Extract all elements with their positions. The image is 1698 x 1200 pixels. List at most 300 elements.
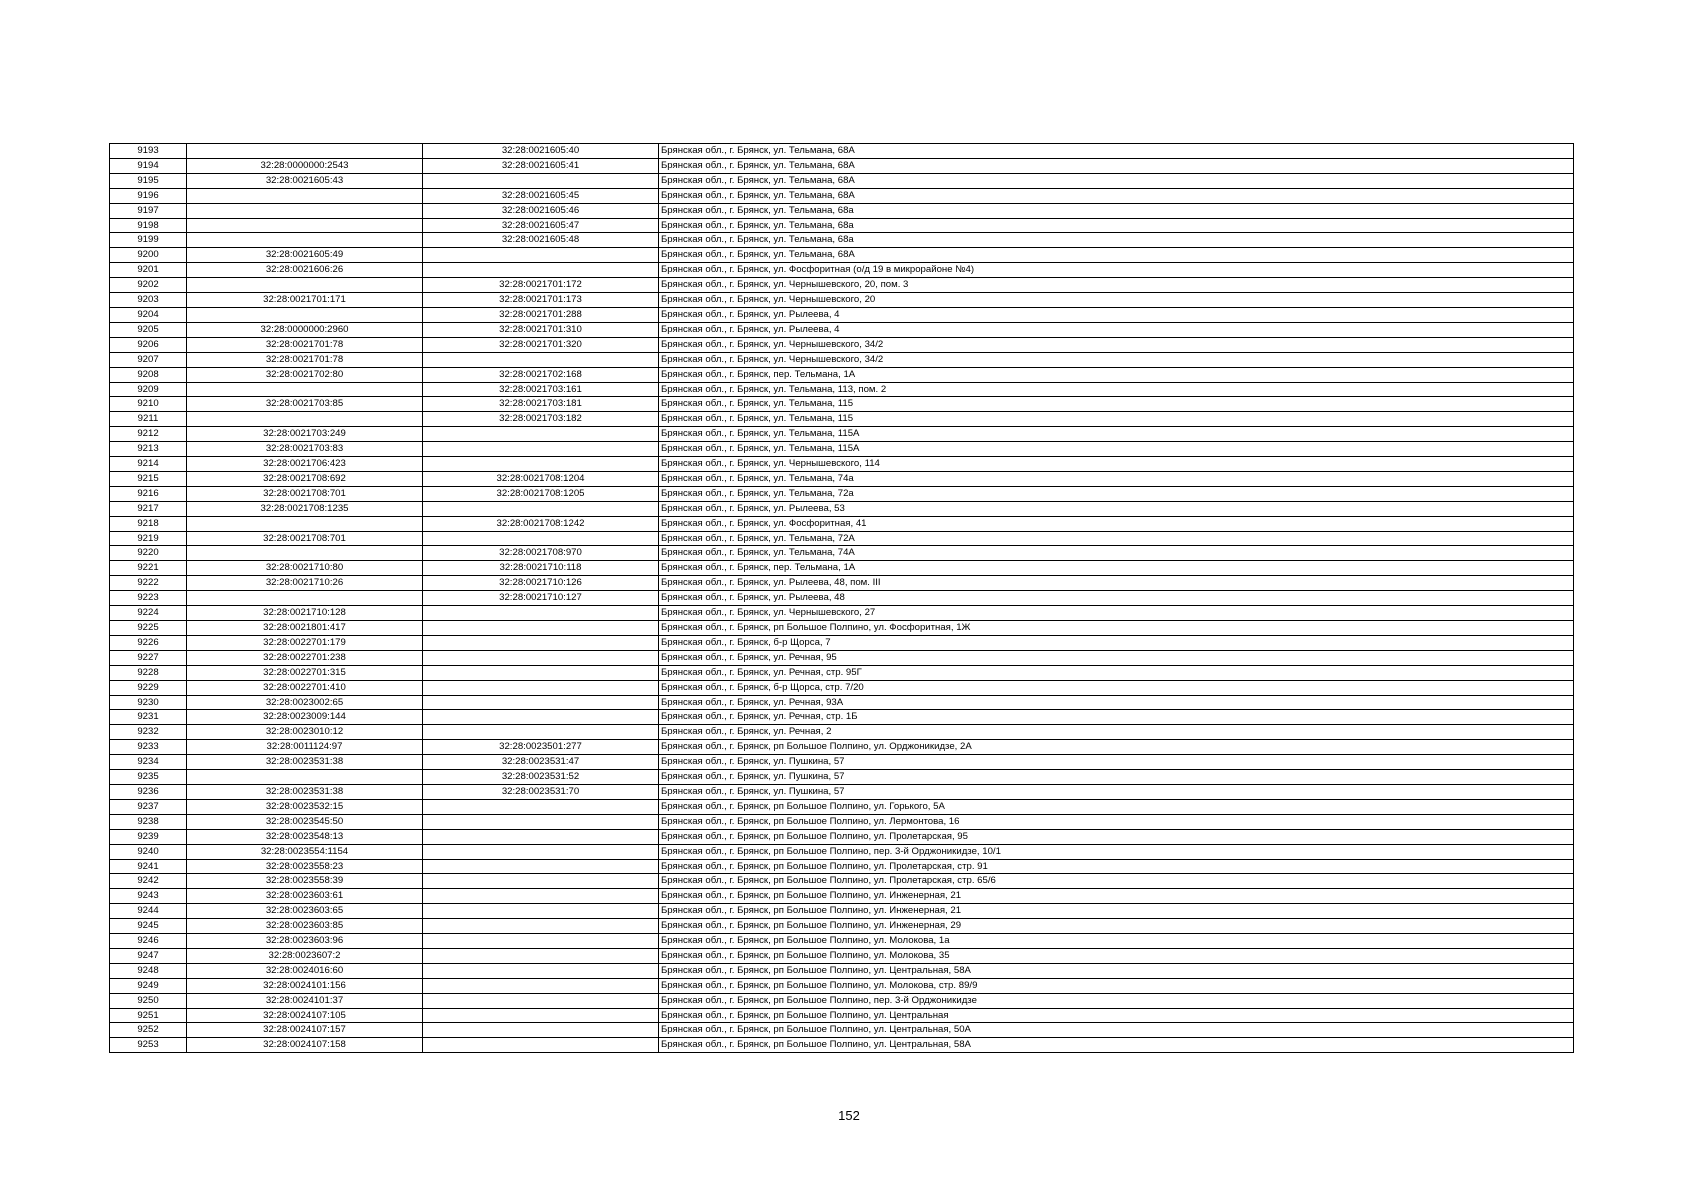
premises-cadastral-number-cell: 32:28:0021701:288 bbox=[423, 307, 659, 322]
cadastral-number-cell: 32:28:0023554:1154 bbox=[187, 844, 423, 859]
address-cell: Брянская обл., г. Брянск, б-р Щорса, стр. 7/20 bbox=[659, 680, 1574, 695]
cadastral-number-cell: 32:28:0023545:50 bbox=[187, 814, 423, 829]
row-number-cell: 9239 bbox=[110, 829, 187, 844]
address-cell: Брянская обл., г. Брянск, ул. Тельмана, 74А bbox=[659, 546, 1574, 561]
premises-cadastral-number-cell bbox=[423, 799, 659, 814]
premises-cadastral-number-cell: 32:28:0023531:52 bbox=[423, 770, 659, 785]
premises-cadastral-number-cell bbox=[423, 173, 659, 188]
cadastral-number-cell: 32:28:0021706:423 bbox=[187, 457, 423, 472]
cadastral-number-cell: 32:28:0023558:39 bbox=[187, 874, 423, 889]
row-number-cell: 9242 bbox=[110, 874, 187, 889]
row-number-cell: 9245 bbox=[110, 919, 187, 934]
cadastral-number-cell: 32:28:0021801:417 bbox=[187, 621, 423, 636]
cadastral-number-cell: 32:28:0021710:80 bbox=[187, 561, 423, 576]
row-number-cell: 9203 bbox=[110, 293, 187, 308]
table-row bbox=[110, 158, 1574, 173]
row-number-cell: 9210 bbox=[110, 397, 187, 412]
row-number-cell: 9240 bbox=[110, 844, 187, 859]
table-row bbox=[110, 680, 1574, 695]
address-cell: Брянская обл., г. Брянск, ул. Рылеева, 53 bbox=[659, 501, 1574, 516]
row-number-cell: 9238 bbox=[110, 814, 187, 829]
cadastral-number-cell: 32:28:0011124:97 bbox=[187, 740, 423, 755]
premises-cadastral-number-cell bbox=[423, 993, 659, 1008]
table-row bbox=[110, 322, 1574, 337]
table-row bbox=[110, 501, 1574, 516]
table-row bbox=[110, 144, 1574, 159]
premises-cadastral-number-cell bbox=[423, 889, 659, 904]
table-row bbox=[110, 427, 1574, 442]
address-cell: Брянская обл., г. Брянск, рп Большое Полпино, ул. Молокова, 1а bbox=[659, 934, 1574, 949]
address-cell: Брянская обл., г. Брянск, ул. Речная, 2 bbox=[659, 725, 1574, 740]
table-row bbox=[110, 755, 1574, 770]
premises-cadastral-number-cell bbox=[423, 948, 659, 963]
cadastral-number-cell: 32:28:0022701:179 bbox=[187, 635, 423, 650]
address-cell: Брянская обл., г. Брянск, рп Большое Полпино, ул. Пролетарская, стр. 65/6 bbox=[659, 874, 1574, 889]
table-row bbox=[110, 412, 1574, 427]
cadastral-number-cell: 32:28:0021606:26 bbox=[187, 263, 423, 278]
premises-cadastral-number-cell bbox=[423, 725, 659, 740]
cadastral-number-cell bbox=[187, 546, 423, 561]
table-row bbox=[110, 844, 1574, 859]
table-row bbox=[110, 173, 1574, 188]
row-number-cell: 9224 bbox=[110, 606, 187, 621]
address-cell: Брянская обл., г. Брянск, рп Большое Полпино, ул. Фосфоритная, 1Ж bbox=[659, 621, 1574, 636]
cadastral-number-cell: 32:28:0023531:38 bbox=[187, 784, 423, 799]
table-row bbox=[110, 591, 1574, 606]
premises-cadastral-number-cell: 32:28:0021710:118 bbox=[423, 561, 659, 576]
address-cell: Брянская обл., г. Брянск, ул. Фосфоритная, 41 bbox=[659, 516, 1574, 531]
premises-cadastral-number-cell bbox=[423, 531, 659, 546]
address-cell: Брянская обл., г. Брянск, ул. Тельмана, 68А bbox=[659, 248, 1574, 263]
table-row bbox=[110, 919, 1574, 934]
table-row bbox=[110, 546, 1574, 561]
address-cell: Брянская обл., г. Брянск, ул. Тельмана, 72А bbox=[659, 531, 1574, 546]
address-cell: Брянская обл., г. Брянск, ул. Речная, 93А bbox=[659, 695, 1574, 710]
address-cell: Брянская обл., г. Брянск, ул. Рылеева, 48, пом. III bbox=[659, 576, 1574, 591]
table-row bbox=[110, 293, 1574, 308]
row-number-cell: 9216 bbox=[110, 486, 187, 501]
address-cell: Брянская обл., г. Брянск, ул. Пушкина, 57 bbox=[659, 755, 1574, 770]
table-row bbox=[110, 784, 1574, 799]
address-cell: Брянская обл., г. Брянск, ул. Тельмана, 115А bbox=[659, 442, 1574, 457]
row-number-cell: 9217 bbox=[110, 501, 187, 516]
cadastral-number-cell: 32:28:0023548:13 bbox=[187, 829, 423, 844]
cadastral-number-cell: 32:28:0021605:49 bbox=[187, 248, 423, 263]
table-row bbox=[110, 889, 1574, 904]
address-cell: Брянская обл., г. Брянск, ул. Тельмана, 68а bbox=[659, 203, 1574, 218]
row-number-cell: 9236 bbox=[110, 784, 187, 799]
table-row bbox=[110, 382, 1574, 397]
address-cell: Брянская обл., г. Брянск, ул. Чернышевского, 34/2 bbox=[659, 337, 1574, 352]
row-number-cell: 9219 bbox=[110, 531, 187, 546]
premises-cadastral-number-cell: 32:28:0021605:47 bbox=[423, 218, 659, 233]
table-row bbox=[110, 635, 1574, 650]
table-row bbox=[110, 367, 1574, 382]
cadastral-number-cell bbox=[187, 307, 423, 322]
cadastral-number-cell: 32:28:0021708:701 bbox=[187, 486, 423, 501]
row-number-cell: 9248 bbox=[110, 963, 187, 978]
cadastral-number-cell: 32:28:0023603:65 bbox=[187, 904, 423, 919]
premises-cadastral-number-cell bbox=[423, 859, 659, 874]
row-number-cell: 9198 bbox=[110, 218, 187, 233]
row-number-cell: 9253 bbox=[110, 1038, 187, 1053]
cadastral-number-cell: 32:28:0024107:105 bbox=[187, 1008, 423, 1023]
row-number-cell: 9221 bbox=[110, 561, 187, 576]
row-number-cell: 9197 bbox=[110, 203, 187, 218]
premises-cadastral-number-cell: 32:28:0021708:1242 bbox=[423, 516, 659, 531]
row-number-cell: 9226 bbox=[110, 635, 187, 650]
cadastral-number-cell bbox=[187, 412, 423, 427]
table-row bbox=[110, 248, 1574, 263]
cadastral-number-cell bbox=[187, 218, 423, 233]
address-cell: Брянская обл., г. Брянск, ул. Пушкина, 57 bbox=[659, 784, 1574, 799]
table-row bbox=[110, 561, 1574, 576]
cadastral-number-cell: 32:28:0024107:158 bbox=[187, 1038, 423, 1053]
registry-table-body bbox=[110, 144, 1574, 1053]
table-row bbox=[110, 606, 1574, 621]
row-number-cell: 9225 bbox=[110, 621, 187, 636]
row-number-cell: 9207 bbox=[110, 352, 187, 367]
row-number-cell: 9252 bbox=[110, 1023, 187, 1038]
cadastral-number-cell: 32:28:0021710:128 bbox=[187, 606, 423, 621]
table-row bbox=[110, 352, 1574, 367]
address-cell: Брянская обл., г. Брянск, ул. Речная, стр. 95Г bbox=[659, 665, 1574, 680]
table-row bbox=[110, 576, 1574, 591]
row-number-cell: 9249 bbox=[110, 978, 187, 993]
cadastral-number-cell bbox=[187, 278, 423, 293]
premises-cadastral-number-cell bbox=[423, 501, 659, 516]
cadastral-number-cell: 32:28:0023532:15 bbox=[187, 799, 423, 814]
premises-cadastral-number-cell: 32:28:0021708:970 bbox=[423, 546, 659, 561]
premises-cadastral-number-cell: 32:28:0021701:172 bbox=[423, 278, 659, 293]
row-number-cell: 9194 bbox=[110, 158, 187, 173]
address-cell: Брянская обл., г. Брянск, ул. Тельмана, 115 bbox=[659, 412, 1574, 427]
row-number-cell: 9231 bbox=[110, 710, 187, 725]
cadastral-number-cell: 32:28:0000000:2960 bbox=[187, 322, 423, 337]
cadastral-number-cell: 32:28:0021703:249 bbox=[187, 427, 423, 442]
premises-cadastral-number-cell bbox=[423, 710, 659, 725]
cadastral-number-cell: 32:28:0022701:238 bbox=[187, 650, 423, 665]
premises-cadastral-number-cell bbox=[423, 248, 659, 263]
premises-cadastral-number-cell bbox=[423, 934, 659, 949]
cadastral-number-cell bbox=[187, 382, 423, 397]
row-number-cell: 9199 bbox=[110, 233, 187, 248]
row-number-cell: 9251 bbox=[110, 1008, 187, 1023]
premises-cadastral-number-cell: 32:28:0021605:40 bbox=[423, 144, 659, 159]
table-row bbox=[110, 665, 1574, 680]
table-row bbox=[110, 457, 1574, 472]
address-cell: Брянская обл., г. Брянск, ул. Пушкина, 57 bbox=[659, 770, 1574, 785]
table-row bbox=[110, 904, 1574, 919]
table-row bbox=[110, 978, 1574, 993]
address-cell: Брянская обл., г. Брянск, ул. Рылеева, 4 bbox=[659, 322, 1574, 337]
address-cell: Брянская обл., г. Брянск, рп Большое Полпино, ул. Инженерная, 29 bbox=[659, 919, 1574, 934]
address-cell: Брянская обл., г. Брянск, ул. Чернышевского, 27 bbox=[659, 606, 1574, 621]
cadastral-number-cell bbox=[187, 591, 423, 606]
cadastral-number-cell: 32:28:0023603:96 bbox=[187, 934, 423, 949]
row-number-cell: 9204 bbox=[110, 307, 187, 322]
table-row bbox=[110, 397, 1574, 412]
table-row bbox=[110, 859, 1574, 874]
premises-cadastral-number-cell bbox=[423, 680, 659, 695]
address-cell: Брянская обл., г. Брянск, ул. Фосфоритная (о/д 19 в микрорайоне №4) bbox=[659, 263, 1574, 278]
cadastral-number-cell: 32:28:0024016:60 bbox=[187, 963, 423, 978]
address-cell: Брянская обл., г. Брянск, ул. Чернышевского, 20, пом. 3 bbox=[659, 278, 1574, 293]
address-cell: Брянская обл., г. Брянск, пер. Тельмана, 1А bbox=[659, 367, 1574, 382]
table-row bbox=[110, 307, 1574, 322]
table-row bbox=[110, 948, 1574, 963]
cadastral-number-cell: 32:28:0000000:2543 bbox=[187, 158, 423, 173]
premises-cadastral-number-cell: 32:28:0021702:168 bbox=[423, 367, 659, 382]
table-row bbox=[110, 710, 1574, 725]
address-cell: Брянская обл., г. Брянск, ул. Рылеева, 4 bbox=[659, 307, 1574, 322]
address-cell: Брянская обл., г. Брянск, рп Большое Полпино, ул. Инженерная, 21 bbox=[659, 904, 1574, 919]
cadastral-number-cell: 32:28:0021708:1235 bbox=[187, 501, 423, 516]
premises-cadastral-number-cell: 32:28:0021605:41 bbox=[423, 158, 659, 173]
address-cell: Брянская обл., г. Брянск, пер. Тельмана, 1А bbox=[659, 561, 1574, 576]
row-number-cell: 9202 bbox=[110, 278, 187, 293]
row-number-cell: 9212 bbox=[110, 427, 187, 442]
cadastral-number-cell bbox=[187, 188, 423, 203]
table-row bbox=[110, 725, 1574, 740]
address-cell: Брянская обл., г. Брянск, рп Большое Полпино, ул. Центральная bbox=[659, 1008, 1574, 1023]
premises-cadastral-number-cell bbox=[423, 874, 659, 889]
row-number-cell: 9209 bbox=[110, 382, 187, 397]
table-row bbox=[110, 486, 1574, 501]
row-number-cell: 9232 bbox=[110, 725, 187, 740]
address-cell: Брянская обл., г. Брянск, рп Большое Полпино, ул. Горького, 5А bbox=[659, 799, 1574, 814]
cadastral-number-cell bbox=[187, 144, 423, 159]
cadastral-number-cell: 32:28:0024101:156 bbox=[187, 978, 423, 993]
table-row bbox=[110, 263, 1574, 278]
table-row bbox=[110, 740, 1574, 755]
row-number-cell: 9227 bbox=[110, 650, 187, 665]
cadastral-number-cell: 32:28:0022701:410 bbox=[187, 680, 423, 695]
row-number-cell: 9206 bbox=[110, 337, 187, 352]
table-row bbox=[110, 337, 1574, 352]
row-number-cell: 9222 bbox=[110, 576, 187, 591]
premises-cadastral-number-cell bbox=[423, 665, 659, 680]
table-row bbox=[110, 621, 1574, 636]
address-cell: Брянская обл., г. Брянск, рп Большое Полпино, ул. Орджоникидзе, 2А bbox=[659, 740, 1574, 755]
premises-cadastral-number-cell: 32:28:0021710:126 bbox=[423, 576, 659, 591]
row-number-cell: 9229 bbox=[110, 680, 187, 695]
cadastral-number-cell: 32:28:0021702:80 bbox=[187, 367, 423, 382]
premises-cadastral-number-cell bbox=[423, 904, 659, 919]
premises-cadastral-number-cell: 32:28:0021703:161 bbox=[423, 382, 659, 397]
address-cell: Брянская обл., г. Брянск, ул. Речная, 95 bbox=[659, 650, 1574, 665]
premises-cadastral-number-cell bbox=[423, 1038, 659, 1053]
row-number-cell: 9195 bbox=[110, 173, 187, 188]
cadastral-number-cell: 32:28:0023010:12 bbox=[187, 725, 423, 740]
table-row bbox=[110, 770, 1574, 785]
registry-table bbox=[109, 143, 1574, 1053]
table-row bbox=[110, 203, 1574, 218]
row-number-cell: 9193 bbox=[110, 144, 187, 159]
premises-cadastral-number-cell bbox=[423, 978, 659, 993]
table-row bbox=[110, 531, 1574, 546]
address-cell: Брянская обл., г. Брянск, ул. Чернышевского, 114 bbox=[659, 457, 1574, 472]
row-number-cell: 9235 bbox=[110, 770, 187, 785]
cadastral-number-cell: 32:28:0023603:61 bbox=[187, 889, 423, 904]
table-row bbox=[110, 695, 1574, 710]
row-number-cell: 9228 bbox=[110, 665, 187, 680]
row-number-cell: 9243 bbox=[110, 889, 187, 904]
row-number-cell: 9244 bbox=[110, 904, 187, 919]
premises-cadastral-number-cell bbox=[423, 352, 659, 367]
premises-cadastral-number-cell bbox=[423, 621, 659, 636]
row-number-cell: 9250 bbox=[110, 993, 187, 1008]
table-row bbox=[110, 814, 1574, 829]
table-row bbox=[110, 278, 1574, 293]
premises-cadastral-number-cell: 32:28:0021703:181 bbox=[423, 397, 659, 412]
row-number-cell: 9200 bbox=[110, 248, 187, 263]
premises-cadastral-number-cell bbox=[423, 427, 659, 442]
address-cell: Брянская обл., г. Брянск, ул. Тельмана, 115 bbox=[659, 397, 1574, 412]
address-cell: Брянская обл., г. Брянск, рп Большое Полпино, ул. Инженерная, 21 bbox=[659, 889, 1574, 904]
table-row bbox=[110, 963, 1574, 978]
cadastral-number-cell: 32:28:0023558:23 bbox=[187, 859, 423, 874]
cadastral-number-cell: 32:28:0021708:692 bbox=[187, 471, 423, 486]
premises-cadastral-number-cell bbox=[423, 829, 659, 844]
premises-cadastral-number-cell bbox=[423, 919, 659, 934]
address-cell: Брянская обл., г. Брянск, рп Большое Полпино, ул. Пролетарская, стр. 91 bbox=[659, 859, 1574, 874]
cadastral-number-cell: 32:28:0023603:85 bbox=[187, 919, 423, 934]
address-cell: Брянская обл., г. Брянск, ул. Тельмана, 68А bbox=[659, 144, 1574, 159]
cadastral-number-cell: 32:28:0021710:26 bbox=[187, 576, 423, 591]
row-number-cell: 9223 bbox=[110, 591, 187, 606]
address-cell: Брянская обл., г. Брянск, ул. Тельмана, 68а bbox=[659, 233, 1574, 248]
premises-cadastral-number-cell bbox=[423, 606, 659, 621]
premises-cadastral-number-cell: 32:28:0021703:182 bbox=[423, 412, 659, 427]
premises-cadastral-number-cell: 32:28:0021701:320 bbox=[423, 337, 659, 352]
address-cell: Брянская обл., г. Брянск, ул. Тельмана, 68А bbox=[659, 173, 1574, 188]
table-row bbox=[110, 1023, 1574, 1038]
row-number-cell: 9220 bbox=[110, 546, 187, 561]
premises-cadastral-number-cell: 32:28:0021701:173 bbox=[423, 293, 659, 308]
address-cell: Брянская обл., г. Брянск, рп Большое Полпино, ул. Лермонтова, 16 bbox=[659, 814, 1574, 829]
cadastral-number-cell bbox=[187, 770, 423, 785]
row-number-cell: 9201 bbox=[110, 263, 187, 278]
row-number-cell: 9241 bbox=[110, 859, 187, 874]
table-row bbox=[110, 993, 1574, 1008]
table-row bbox=[110, 1038, 1574, 1053]
table-row bbox=[110, 233, 1574, 248]
cadastral-number-cell: 32:28:0021701:171 bbox=[187, 293, 423, 308]
address-cell: Брянская обл., г. Брянск, ул. Тельмана, 68А bbox=[659, 188, 1574, 203]
cadastral-number-cell: 32:28:0023607:2 bbox=[187, 948, 423, 963]
premises-cadastral-number-cell: 32:28:0021710:127 bbox=[423, 591, 659, 606]
row-number-cell: 9215 bbox=[110, 471, 187, 486]
premises-cadastral-number-cell: 32:28:0023501:277 bbox=[423, 740, 659, 755]
cadastral-number-cell: 32:28:0021605:43 bbox=[187, 173, 423, 188]
table-row bbox=[110, 218, 1574, 233]
address-cell: Брянская обл., г. Брянск, б-р Щорса, 7 bbox=[659, 635, 1574, 650]
address-cell: Брянская обл., г. Брянск, рп Большое Полпино, ул. Пролетарская, 95 bbox=[659, 829, 1574, 844]
premises-cadastral-number-cell: 32:28:0023531:47 bbox=[423, 755, 659, 770]
cadastral-number-cell: 32:28:0024107:157 bbox=[187, 1023, 423, 1038]
table-row bbox=[110, 188, 1574, 203]
premises-cadastral-number-cell: 32:28:0021605:48 bbox=[423, 233, 659, 248]
row-number-cell: 9237 bbox=[110, 799, 187, 814]
cadastral-number-cell: 32:28:0023009:144 bbox=[187, 710, 423, 725]
premises-cadastral-number-cell bbox=[423, 263, 659, 278]
table-row bbox=[110, 1008, 1574, 1023]
premises-cadastral-number-cell bbox=[423, 695, 659, 710]
row-number-cell: 9213 bbox=[110, 442, 187, 457]
row-number-cell: 9234 bbox=[110, 755, 187, 770]
premises-cadastral-number-cell bbox=[423, 1023, 659, 1038]
address-cell: Брянская обл., г. Брянск, ул. Речная, стр. 1Б bbox=[659, 710, 1574, 725]
cadastral-number-cell: 32:28:0024101:37 bbox=[187, 993, 423, 1008]
premises-cadastral-number-cell: 32:28:0021605:45 bbox=[423, 188, 659, 203]
cadastral-number-cell: 32:28:0021708:701 bbox=[187, 531, 423, 546]
cadastral-number-cell: 32:28:0021703:85 bbox=[187, 397, 423, 412]
row-number-cell: 9247 bbox=[110, 948, 187, 963]
address-cell: Брянская обл., г. Брянск, рп Большое Полпино, пер. 3-й Орджоникидзе, 10/1 bbox=[659, 844, 1574, 859]
address-cell: Брянская обл., г. Брянск, ул. Тельмана, 72а bbox=[659, 486, 1574, 501]
row-number-cell: 9230 bbox=[110, 695, 187, 710]
address-cell: Брянская обл., г. Брянск, ул. Тельмана, 74а bbox=[659, 471, 1574, 486]
premises-cadastral-number-cell: 32:28:0021708:1205 bbox=[423, 486, 659, 501]
cadastral-number-cell: 32:28:0022701:315 bbox=[187, 665, 423, 680]
premises-cadastral-number-cell bbox=[423, 650, 659, 665]
row-number-cell: 9246 bbox=[110, 934, 187, 949]
row-number-cell: 9211 bbox=[110, 412, 187, 427]
address-cell: Брянская обл., г. Брянск, ул. Чернышевского, 34/2 bbox=[659, 352, 1574, 367]
table-row bbox=[110, 874, 1574, 889]
table-row bbox=[110, 442, 1574, 457]
address-cell: Брянская обл., г. Брянск, рп Большое Полпино, ул. Центральная, 58А bbox=[659, 1038, 1574, 1053]
premises-cadastral-number-cell bbox=[423, 844, 659, 859]
row-number-cell: 9196 bbox=[110, 188, 187, 203]
premises-cadastral-number-cell bbox=[423, 1008, 659, 1023]
address-cell: Брянская обл., г. Брянск, ул. Чернышевского, 20 bbox=[659, 293, 1574, 308]
cadastral-number-cell bbox=[187, 233, 423, 248]
cadastral-number-cell bbox=[187, 203, 423, 218]
row-number-cell: 9218 bbox=[110, 516, 187, 531]
premises-cadastral-number-cell bbox=[423, 814, 659, 829]
table-row bbox=[110, 650, 1574, 665]
address-cell: Брянская обл., г. Брянск, рп Большое Полпино, ул. Молокова, стр. 89/9 bbox=[659, 978, 1574, 993]
cadastral-number-cell: 32:28:0023002:65 bbox=[187, 695, 423, 710]
cadastral-number-cell: 32:28:0021703:83 bbox=[187, 442, 423, 457]
premises-cadastral-number-cell: 32:28:0021701:310 bbox=[423, 322, 659, 337]
premises-cadastral-number-cell: 32:28:0021708:1204 bbox=[423, 471, 659, 486]
address-cell: Брянская обл., г. Брянск, ул. Рылеева, 48 bbox=[659, 591, 1574, 606]
table-row bbox=[110, 799, 1574, 814]
premises-cadastral-number-cell: 32:28:0021605:46 bbox=[423, 203, 659, 218]
address-cell: Брянская обл., г. Брянск, ул. Тельмана, 68а bbox=[659, 218, 1574, 233]
page-number: 152 bbox=[838, 1108, 860, 1123]
premises-cadastral-number-cell bbox=[423, 442, 659, 457]
address-cell: Брянская обл., г. Брянск, ул. Тельмана, 113, пом. 2 bbox=[659, 382, 1574, 397]
table-row bbox=[110, 516, 1574, 531]
address-cell: Брянская обл., г. Брянск, рп Большое Полпино, ул. Центральная, 58А bbox=[659, 963, 1574, 978]
table-row bbox=[110, 471, 1574, 486]
address-cell: Брянская обл., г. Брянск, рп Большое Полпино, пер. 3-й Орджоникидзе bbox=[659, 993, 1574, 1008]
premises-cadastral-number-cell bbox=[423, 457, 659, 472]
premises-cadastral-number-cell bbox=[423, 635, 659, 650]
premises-cadastral-number-cell bbox=[423, 963, 659, 978]
address-cell: Брянская обл., г. Брянск, ул. Тельмана, 68А bbox=[659, 158, 1574, 173]
row-number-cell: 9208 bbox=[110, 367, 187, 382]
row-number-cell: 9214 bbox=[110, 457, 187, 472]
row-number-cell: 9205 bbox=[110, 322, 187, 337]
table-row bbox=[110, 829, 1574, 844]
address-cell: Брянская обл., г. Брянск, рп Большое Полпино, ул. Центральная, 50А bbox=[659, 1023, 1574, 1038]
address-cell: Брянская обл., г. Брянск, рп Большое Полпино, ул. Молокова, 35 bbox=[659, 948, 1574, 963]
